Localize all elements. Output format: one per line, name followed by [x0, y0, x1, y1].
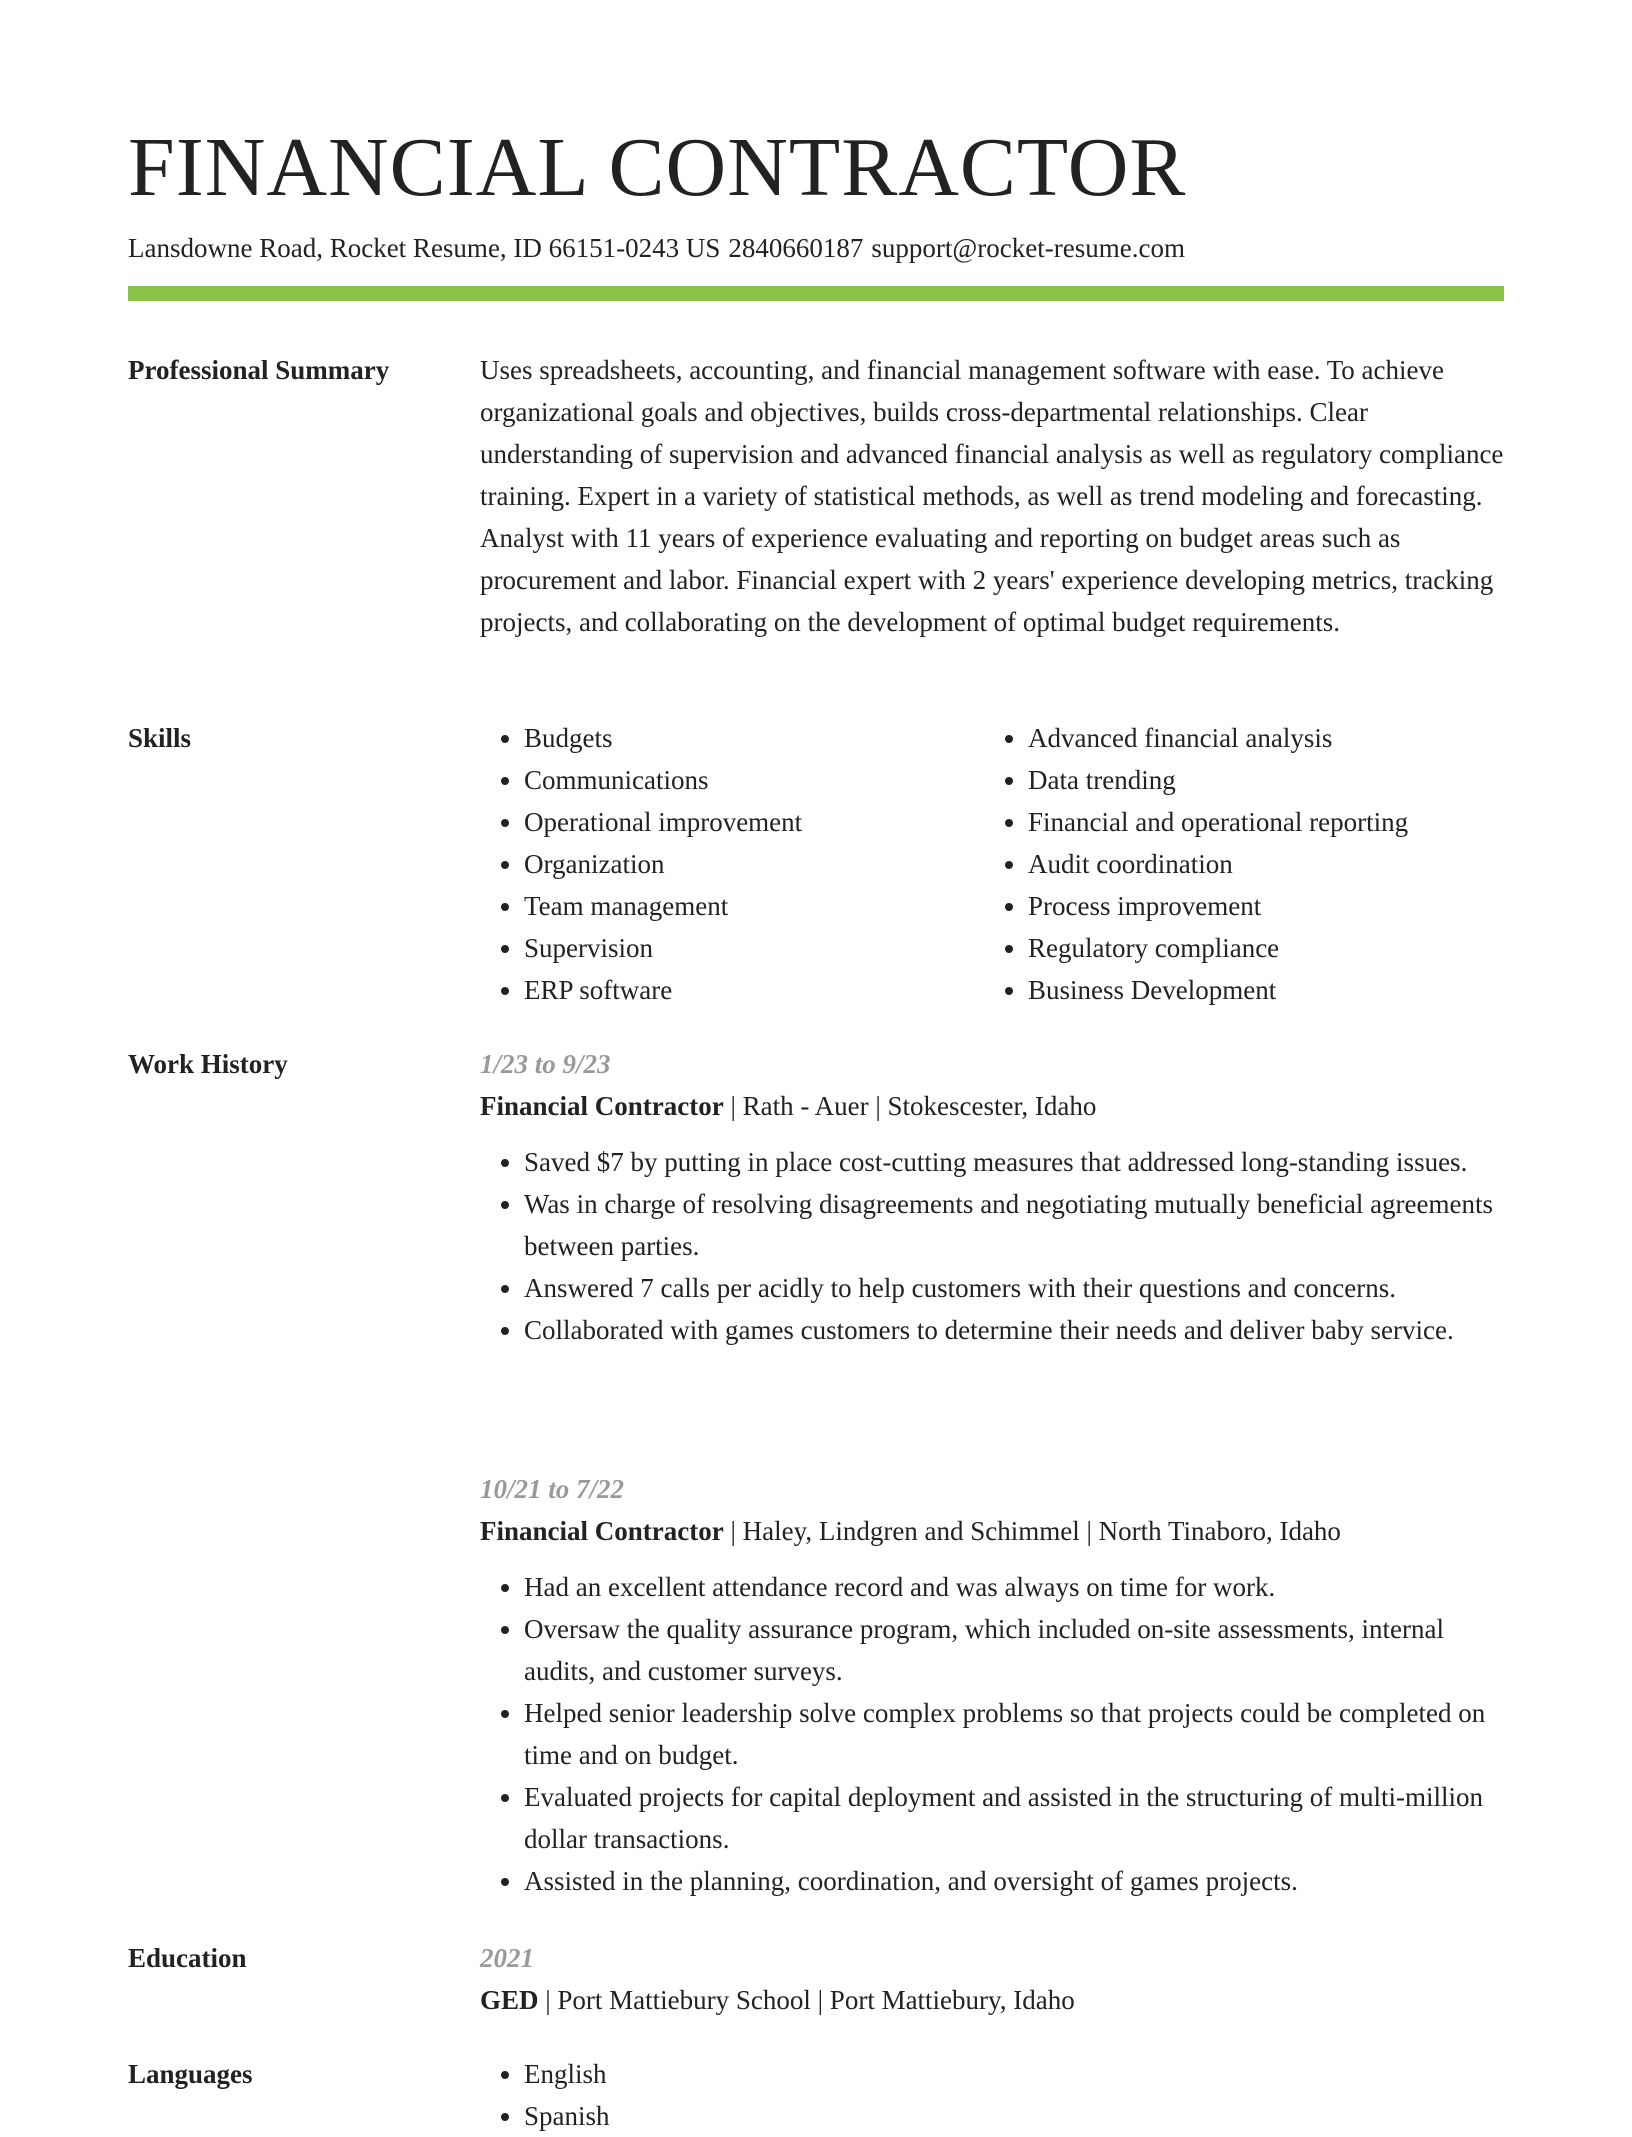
education-details: | Port Mattiebury School | Port Mattiebury, Idaho — [545, 1985, 1075, 2015]
job-title: Financial Contractor — [480, 1091, 724, 1121]
job-bullets — [480, 1141, 1504, 1351]
skill-item: • Supervision — [524, 927, 984, 969]
job-details: | Rath - Auer | Stokescester, Idaho — [730, 1091, 1097, 1121]
education-degree: GED — [480, 1985, 539, 2015]
skill-item: • Communications — [524, 759, 984, 801]
skill-item: • Business Development — [1028, 969, 1488, 1011]
job-bullet: • Answered 7 calls per acidly to help customers with their questions and concerns. — [524, 1267, 1504, 1309]
job-bullet: • Saved $7 by putting in place cost-cutting measures that addressed long-standing issues. — [524, 1141, 1504, 1183]
language-item: • English — [524, 2053, 1504, 2095]
job-bullets — [480, 1566, 1504, 1902]
job-entry — [480, 1043, 1504, 1351]
languages-label: Languages — [128, 2059, 253, 2089]
job-bullet: • Helped senior leadership solve complex problems so that projects could be completed on time and on budget. — [524, 1692, 1504, 1776]
job-dates: 10/21 to 7/22 — [480, 1474, 625, 1504]
summary-label: Professional Summary — [128, 355, 390, 385]
contact-address: Lansdowne Road, Rocket Resume, ID 66151-0243 US — [128, 233, 721, 263]
skill-item: • Team management — [524, 885, 984, 927]
skills-column-right — [984, 717, 1488, 1011]
job-bullet: • Assisted in the planning, coordination, and oversight of games projects. — [524, 1860, 1504, 1902]
job-entry — [480, 1468, 1504, 1902]
languages-section — [480, 2053, 1504, 2137]
job-title: Financial Contractor — [480, 1516, 724, 1546]
resume-name: FINANCIAL CONTRACTOR — [128, 121, 1187, 214]
job-details: | Haley, Lindgren and Schimmel | North Tinaboro, Idaho — [730, 1516, 1341, 1546]
job-bullet: • Collaborated with games customers to determine their needs and deliver baby service. — [524, 1309, 1504, 1351]
skills-section — [480, 717, 1504, 1011]
skill-item: • ERP software — [524, 969, 984, 1011]
education-line — [480, 1979, 1504, 2021]
skill-item: • Operational improvement — [524, 801, 984, 843]
skill-item: • Advanced financial analysis — [1028, 717, 1488, 759]
job-bullet: • Evaluated projects for capital deployment and assisted in the structuring of multi-million dollar transactions. — [524, 1776, 1504, 1860]
skill-item: • Organization — [524, 843, 984, 885]
language-item: • Spanish — [524, 2095, 1504, 2137]
contact-line — [128, 230, 1193, 266]
skill-item: • Budgets — [524, 717, 984, 759]
contact-phone: 2840660187 — [728, 233, 864, 263]
skill-item: • Financial and operational reporting — [1028, 801, 1488, 843]
summary-section — [480, 349, 1504, 643]
education-label: Education — [128, 1943, 247, 1973]
skills-label: Skills — [128, 723, 192, 753]
education-year: 2021 — [480, 1943, 534, 1973]
contact-email: support@rocket-resume.com — [871, 233, 1185, 263]
job-bullet: • Oversaw the quality assurance program, which included on-site assessments, internal audits, and customer surveys. — [524, 1608, 1504, 1692]
skill-item: • Audit coordination — [1028, 843, 1488, 885]
job-bullet: • Had an excellent attendance record and was always on time for work. — [524, 1566, 1504, 1608]
summary-text: Uses spreadsheets, accounting, and financial management software with ease. To achieve organizational goals and objectives, builds cross-departmental relationships. Clear understanding of supervision and advanced financial analysis as well as regulatory compliance training. Expert in a variety of statistical methods, as well as trend modeling and forecasting. Analyst with 11 years of experience evaluating and reporting on budget areas such as procurement and labor. Financial expert with 2 years' experience developing metrics, tracking projects, and collaborating on the development of optimal budget requirements. — [480, 355, 1504, 637]
work-history-label: Work History — [128, 1049, 288, 1079]
header-divider — [128, 286, 1504, 301]
education-section — [480, 1937, 1504, 2021]
job-role-line — [480, 1510, 1504, 1552]
skill-item: • Process improvement — [1028, 885, 1488, 927]
skill-item: • Data trending — [1028, 759, 1488, 801]
job-dates: 1/23 to 9/23 — [480, 1049, 611, 1079]
job-role-line — [480, 1085, 1504, 1127]
skill-item: • Regulatory compliance — [1028, 927, 1488, 969]
job-bullet: • Was in charge of resolving disagreements and negotiating mutually beneficial agreements between parties. — [524, 1183, 1504, 1267]
skills-column-left — [480, 717, 984, 1011]
